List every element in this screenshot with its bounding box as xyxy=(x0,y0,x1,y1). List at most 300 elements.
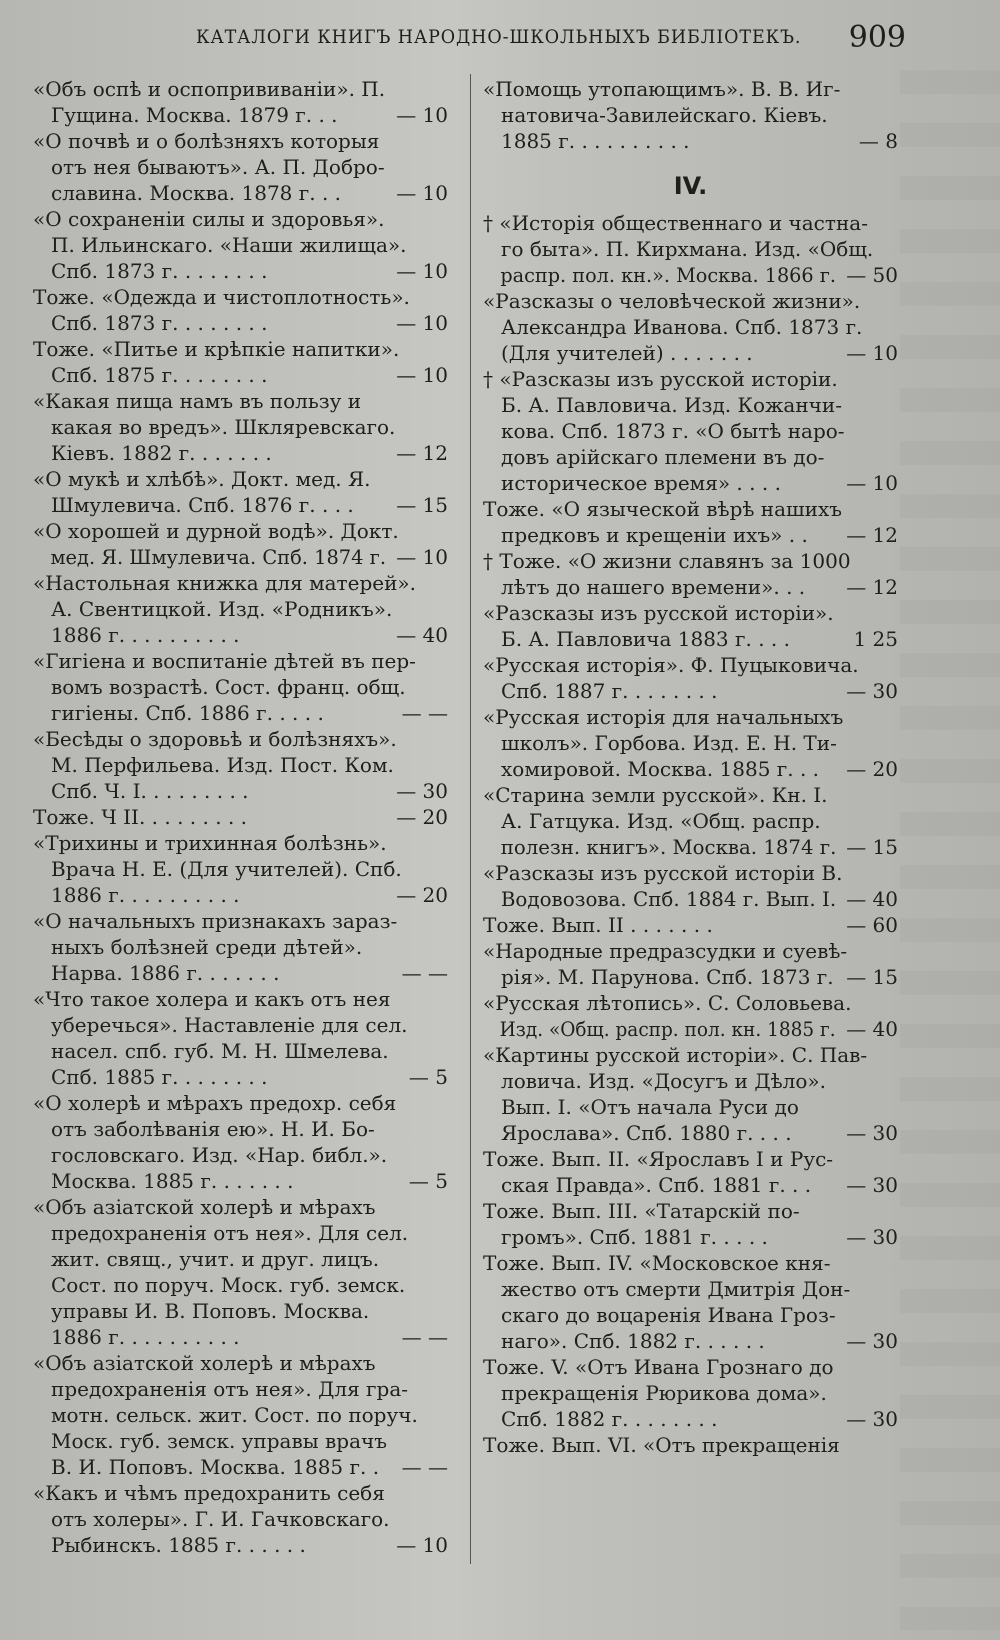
entry-line xyxy=(33,414,448,440)
catalog-entry xyxy=(33,284,448,336)
entry-text: (Для учителей) . . . . . . . xyxy=(501,341,753,365)
entry-line xyxy=(33,908,448,934)
entry-text: распр. пол. кн.». Москва. 1866 г. xyxy=(500,263,836,287)
entry-text: Нарва. 1886 г. . . . . . . xyxy=(51,961,280,985)
entry-line xyxy=(33,830,448,856)
entry-line xyxy=(483,1380,898,1406)
entry-line xyxy=(33,180,448,206)
entry-line xyxy=(483,522,898,548)
catalog-entry xyxy=(483,1432,898,1458)
catalog-entry xyxy=(33,804,448,830)
entry-line xyxy=(483,886,898,912)
entry-text: «Старина земли русской». Кн. I. xyxy=(483,783,828,807)
entry-price: — 10 xyxy=(396,311,448,335)
entry-line xyxy=(483,366,898,392)
catalog-entry xyxy=(33,466,448,518)
entry-text: † Тоже. «О жизни славянъ за 1000 xyxy=(483,549,851,573)
entry-text: рія». М. Парунова. Спб. 1873 г. xyxy=(501,965,834,989)
entry-line xyxy=(483,418,898,444)
entry-line xyxy=(33,544,448,570)
catalog-entry xyxy=(33,76,448,128)
entry-text: «Какая пища намъ въ пользу и xyxy=(33,389,362,413)
catalog-entry xyxy=(33,908,448,986)
section-heading: IV. xyxy=(673,172,708,200)
entry-text: «Картины русской исторіи». С. Пав- xyxy=(483,1043,868,1067)
entry-text: М. Перфильева. Изд. Пост. Ком. xyxy=(51,753,394,777)
entry-text: «Разсказы изъ русской исторіи». xyxy=(483,601,834,625)
entry-text: насел. спб. губ. М. Н. Шмелева. xyxy=(51,1039,389,1063)
entry-price: — 10 xyxy=(396,1533,448,1557)
entry-price: — 10 xyxy=(396,103,448,127)
entry-line xyxy=(483,1354,898,1380)
right-column xyxy=(483,76,898,1458)
entry-price: — 30 xyxy=(846,679,898,703)
entry-line xyxy=(33,570,448,596)
entry-line xyxy=(483,912,898,938)
entry-line xyxy=(33,752,448,778)
entry-price: — 30 xyxy=(846,1329,898,1353)
entry-price: — 10 xyxy=(396,259,448,283)
entry-line xyxy=(33,388,448,414)
entry-price: — — xyxy=(401,961,448,985)
entry-text: жит. свящ., учит. и друг. лицъ. xyxy=(51,1247,380,1271)
catalog-entry xyxy=(483,1042,898,1146)
entry-line xyxy=(33,1064,448,1090)
entry-line xyxy=(33,518,448,544)
right-column-top xyxy=(483,76,898,154)
entry-text: громъ». Спб. 1881 г. . . . . xyxy=(501,1225,768,1249)
entry-price: — 15 xyxy=(396,493,448,517)
entry-text: Гущина. Москва. 1879 г. . . xyxy=(51,103,338,127)
entry-line xyxy=(483,678,898,704)
entry-price: — — xyxy=(401,1325,448,1349)
entry-text: ловича. Изд. «Досугъ и Дѣло». xyxy=(501,1069,826,1093)
entry-line xyxy=(483,288,898,314)
entry-text: школъ». Горбова. Изд. Е. Н. Ти- xyxy=(501,731,837,755)
catalog-entry xyxy=(483,990,898,1042)
entry-text: 1886 г. . . . . . . . . . xyxy=(51,623,240,647)
entry-line xyxy=(483,834,898,860)
entry-line xyxy=(483,756,898,782)
entry-price: — — xyxy=(401,1455,448,1479)
entry-line xyxy=(33,1402,448,1428)
entry-line xyxy=(483,938,898,964)
entry-price: — 60 xyxy=(846,913,898,937)
entry-text: Москва. 1885 г. . . . . . . xyxy=(51,1169,294,1193)
catalog-entry xyxy=(483,288,898,366)
entry-text: Тоже. Вып. II . . . . . . . xyxy=(483,913,713,937)
catalog-entry xyxy=(483,548,898,600)
entry-text: Тоже. «О языческой вѣрѣ нашихъ xyxy=(483,497,842,521)
entry-price: — 15 xyxy=(846,835,898,859)
page-header xyxy=(36,18,906,58)
entry-text: уберечься». Наставленіе для сел. xyxy=(51,1013,408,1037)
catalog-entry xyxy=(483,1354,898,1432)
entry-text: лѣтъ до нашего времени». . . xyxy=(501,575,806,599)
entry-line xyxy=(33,440,448,466)
catalog-entry xyxy=(33,336,448,388)
entry-text: скаго до воцаренія Ивана Гроз- xyxy=(501,1303,836,1327)
entry-text: «О начальныхъ признакахъ зараз- xyxy=(33,909,398,933)
entry-text: Спб. 1873 г. . . . . . . . xyxy=(51,311,268,335)
entry-text: «Бесѣды о здоровьѣ и болѣзняхъ». xyxy=(33,727,397,751)
entry-line xyxy=(483,102,898,128)
entry-price: — 10 xyxy=(396,363,448,387)
entry-line xyxy=(483,262,898,288)
catalog-entry xyxy=(33,1194,448,1350)
entry-text: Спб. 1882 г. . . . . . . . xyxy=(501,1407,718,1431)
entry-line xyxy=(483,574,898,600)
entry-text: Шмулевича. Спб. 1876 г. . . . xyxy=(51,493,354,517)
entry-text: ныхъ болѣзней среди дѣтей». xyxy=(51,935,363,959)
entry-price: — 30 xyxy=(846,1121,898,1145)
entry-text: † «Разсказы изъ русской исторіи. xyxy=(483,367,838,391)
entry-text: «Объ оспѣ и оспопрививаніи». П. xyxy=(33,77,386,101)
running-title: КАТАЛОГИ КНИГЪ НАРОДНО-ШКОЛЬНЫХЪ БИБЛІОТЕКЪ. xyxy=(196,26,802,48)
catalog-entry xyxy=(483,704,898,782)
entry-line xyxy=(483,1068,898,1094)
entry-text: кова. Спб. 1873 г. «О бытѣ наро- xyxy=(501,419,845,443)
entry-text: В. И. Поповъ. Москва. 1885 г. . xyxy=(51,1455,380,1479)
entry-price: — 10 xyxy=(396,181,448,205)
entry-line xyxy=(33,362,448,388)
entry-text: 1886 г. . . . . . . . . . xyxy=(51,883,240,907)
entry-line xyxy=(33,1220,448,1246)
entry-line xyxy=(483,444,898,470)
entry-text: 1885 г. . . . . . . . . . xyxy=(501,129,690,153)
catalog-entry xyxy=(33,726,448,804)
entry-line xyxy=(33,1116,448,1142)
catalog-entry xyxy=(33,1480,448,1558)
entry-line xyxy=(33,1428,448,1454)
entry-price: — 40 xyxy=(396,623,448,647)
entry-text: «Помощь утопающимъ». В. В. Иг- xyxy=(483,77,841,101)
entry-text: «О мукѣ и хлѣбѣ». Докт. мед. Я. xyxy=(33,467,371,491)
entry-text: А. Свентицкой. Изд. «Родникъ». xyxy=(51,597,393,621)
entry-text: Кіевъ. 1882 г. . . . . . . xyxy=(51,441,272,465)
entry-text: «Трихины и трихинная болѣзнь». xyxy=(33,831,387,855)
entry-text: Тоже. Вып. II. «Ярославъ I и Рус- xyxy=(483,1147,834,1171)
catalog-entry xyxy=(483,210,898,288)
entry-text: славина. Москва. 1878 г. . . xyxy=(51,181,342,205)
entry-line xyxy=(33,960,448,986)
entry-line xyxy=(483,392,898,418)
entry-line xyxy=(33,934,448,960)
entry-text: Спб. 1887 г. . . . . . . . xyxy=(501,679,718,703)
entry-line xyxy=(33,1142,448,1168)
entry-line xyxy=(483,626,898,652)
entry-line xyxy=(483,340,898,366)
entry-text: П. Ильинскаго. «Наши жилища». xyxy=(51,233,407,257)
entry-text: какая во вредъ». Шкляревскаго. xyxy=(51,415,396,439)
entry-line xyxy=(33,492,448,518)
catalog-entry xyxy=(483,860,898,912)
catalog-entry xyxy=(33,986,448,1090)
entry-line xyxy=(33,232,448,258)
catalog-entry xyxy=(483,1250,898,1354)
entry-line xyxy=(33,804,448,830)
facing-page-bleed xyxy=(900,70,1000,1630)
catalog-entry xyxy=(483,652,898,704)
entry-text: мед. Я. Шмулевича. Спб. 1874 г. xyxy=(50,545,387,569)
entry-line xyxy=(33,466,448,492)
entry-price: — 50 xyxy=(846,263,898,287)
entry-price: — 30 xyxy=(846,1225,898,1249)
entry-line xyxy=(33,1506,448,1532)
entry-line xyxy=(33,1376,448,1402)
entry-line xyxy=(33,1480,448,1506)
entry-line xyxy=(483,1016,898,1042)
entry-line xyxy=(33,1090,448,1116)
entry-text: «О холерѣ и мѣрахъ предохр. себя xyxy=(33,1091,397,1115)
entry-text: «Настольная книжка для матерей». xyxy=(33,571,417,595)
entry-line xyxy=(483,210,898,236)
entry-text: † «Исторія общественнаго и частна- xyxy=(483,211,868,235)
entry-text: ская Правда». Спб. 1881 г. . . xyxy=(501,1173,812,1197)
entry-text: Тоже. Вып. IV. «Московское кня- xyxy=(483,1251,831,1275)
catalog-entry xyxy=(483,1198,898,1250)
entry-text: «Объ азіатской холерѣ и мѣрахъ xyxy=(33,1351,376,1375)
entry-line xyxy=(33,258,448,284)
entry-line xyxy=(483,652,898,678)
entry-price: — — xyxy=(401,701,448,725)
entry-price: — 30 xyxy=(396,779,448,803)
entry-line xyxy=(483,1250,898,1276)
entry-line xyxy=(33,986,448,1012)
entry-text: «Народные предразсудки и суевѣ- xyxy=(483,939,848,963)
entry-text: 1886 г. . . . . . . . . . xyxy=(51,1325,240,1349)
entry-price: — 20 xyxy=(396,805,448,829)
entry-line xyxy=(33,648,448,674)
entry-text: Тоже. Ч II. . . . . . . . . xyxy=(33,805,248,829)
entry-line xyxy=(33,1454,448,1480)
entry-line xyxy=(33,882,448,908)
entry-line xyxy=(483,128,898,154)
entry-text: Тоже. «Одежда и чистоплотность». xyxy=(33,285,410,309)
entry-line xyxy=(33,726,448,752)
catalog-entry xyxy=(33,206,448,284)
entry-line xyxy=(483,470,898,496)
catalog-entry xyxy=(483,938,898,990)
catalog-entry xyxy=(483,782,898,860)
entry-text: гигіены. Спб. 1886 г. . . . . xyxy=(51,701,324,725)
entry-text: Спб. 1875 г. . . . . . . . xyxy=(51,363,268,387)
entry-line xyxy=(483,1432,898,1458)
entry-line xyxy=(483,1042,898,1068)
entry-text: отъ заболѣванія ею». Н. И. Бо- xyxy=(51,1117,375,1141)
entry-line xyxy=(33,76,448,102)
entry-text: Спб. 1885 г. . . . . . . . xyxy=(51,1065,268,1089)
entry-text: историческое время» . . . . xyxy=(501,471,781,495)
entry-text: «Объ азіатской холерѣ и мѣрахъ xyxy=(33,1195,376,1219)
entry-text: полезн. книгъ». Москва. 1874 г. xyxy=(500,835,837,859)
entry-line xyxy=(483,1094,898,1120)
entry-text: натовича-Завилейскаго. Кіевъ. xyxy=(501,103,828,127)
entry-line xyxy=(33,102,448,128)
entry-text: Врача Н. Е. (Для учителей). Спб. xyxy=(51,857,402,881)
entry-text: «Что такое холера и какъ отъ нея xyxy=(33,987,391,1011)
entry-line xyxy=(33,1168,448,1194)
entry-line xyxy=(33,1038,448,1064)
entry-text: «О почвѣ и о болѣзняхъ которыя xyxy=(33,129,380,153)
entry-line xyxy=(483,704,898,730)
entry-text: Моск. губ. земск. управы врачъ xyxy=(51,1429,387,1453)
entry-price: — 12 xyxy=(396,441,448,465)
entry-line xyxy=(33,1532,448,1558)
entry-line xyxy=(483,860,898,886)
entry-line xyxy=(483,314,898,340)
entry-line xyxy=(33,154,448,180)
entry-line xyxy=(483,1328,898,1354)
entry-text: «О сохраненіи силы и здоровья». xyxy=(33,207,385,231)
entry-price: 1 25 xyxy=(853,627,898,651)
entry-line xyxy=(33,336,448,362)
entry-line xyxy=(33,1012,448,1038)
catalog-entry xyxy=(483,600,898,652)
entry-line xyxy=(483,548,898,574)
left-column xyxy=(33,76,448,1558)
entry-line xyxy=(33,674,448,700)
entry-line xyxy=(483,782,898,808)
entry-line xyxy=(483,76,898,102)
entry-text: Александра Иванова. Спб. 1873 г. xyxy=(501,315,863,339)
catalog-entry xyxy=(33,128,448,206)
entry-line xyxy=(33,700,448,726)
entry-text: отъ нея бываютъ». А. П. Добро- xyxy=(51,155,385,179)
right-column-entries xyxy=(483,210,898,1458)
catalog-entry xyxy=(483,1146,898,1198)
entry-price: — 40 xyxy=(846,887,898,911)
entry-price: — 12 xyxy=(846,523,898,547)
entry-price: — 10 xyxy=(846,471,898,495)
entry-text: наго». Спб. 1882 г. . . . . . xyxy=(501,1329,765,1353)
entry-line xyxy=(33,1272,448,1298)
entry-line xyxy=(33,1324,448,1350)
entry-line xyxy=(483,1172,898,1198)
entry-text: «Разсказы изъ русской исторіи В. xyxy=(483,861,843,885)
entry-price: — 40 xyxy=(846,1017,898,1041)
entry-text: управы И. В. Поповъ. Москва. xyxy=(51,1299,370,1323)
entry-line xyxy=(483,1406,898,1432)
catalog-entry xyxy=(33,1350,448,1480)
entry-line xyxy=(483,236,898,262)
entry-text: «Разсказы о человѣческой жизни». xyxy=(483,289,861,313)
entry-price: — 10 xyxy=(846,341,898,365)
entry-line xyxy=(483,964,898,990)
entry-text: вомъ возрастѣ. Сост. франц. общ. xyxy=(51,675,406,699)
entry-price: — 30 xyxy=(846,1407,898,1431)
catalog-entry xyxy=(33,1090,448,1194)
entry-line xyxy=(33,1194,448,1220)
entry-line xyxy=(33,284,448,310)
entry-text: довъ арійскаго племени въ до- xyxy=(501,445,825,469)
entry-text: Вып. I. «Отъ начала Руси до xyxy=(501,1095,799,1119)
catalog-entry xyxy=(33,518,448,570)
catalog-entry xyxy=(483,496,898,548)
entry-line xyxy=(33,856,448,882)
entry-text: предохраненія отъ нея». Для сел. xyxy=(51,1221,409,1245)
entry-text: го быта». П. Кирхмана. Изд. «Общ. xyxy=(501,237,874,261)
entry-text: «Какъ и чѣмъ предохранить себя xyxy=(33,1481,385,1505)
entry-text: Тоже. V. «Отъ Ивана Грознаго до xyxy=(483,1355,834,1379)
entry-price: — 5 xyxy=(408,1169,448,1193)
entry-line xyxy=(33,128,448,154)
entry-line xyxy=(483,808,898,834)
entry-text: Спб. 1873 г. . . . . . . . xyxy=(51,259,268,283)
entry-line xyxy=(33,206,448,232)
entry-price: — 8 xyxy=(858,129,898,153)
catalog-entry xyxy=(33,648,448,726)
entry-line xyxy=(33,778,448,804)
entry-line xyxy=(483,600,898,626)
entry-text: «Русская исторія для начальныхъ xyxy=(483,705,844,729)
entry-line xyxy=(483,1198,898,1224)
entry-line xyxy=(33,1298,448,1324)
entry-line xyxy=(483,1302,898,1328)
entry-line xyxy=(483,1146,898,1172)
entry-text: Водовозова. Спб. 1884 г. Вып. I. xyxy=(500,887,837,911)
entry-text: прекращенія Рюрикова дома». xyxy=(501,1381,827,1405)
entry-line xyxy=(33,596,448,622)
entry-line xyxy=(483,730,898,756)
entry-text: хомировой. Москва. 1885 г. . . xyxy=(501,757,820,781)
entry-price: — 12 xyxy=(846,575,898,599)
entry-text: «Гигіена и воспитаніе дѣтей въ пер- xyxy=(33,649,416,673)
entry-price: — 10 xyxy=(396,545,448,569)
entry-text: предохраненія отъ нея». Для гра- xyxy=(51,1377,409,1401)
entry-text: Ярослава». Спб. 1880 г. . . . xyxy=(501,1121,792,1145)
catalog-entry xyxy=(483,366,898,496)
entry-text: гословскаго. Изд. «Нар. библ.». xyxy=(51,1143,388,1167)
entry-line xyxy=(483,1224,898,1250)
catalog-entry xyxy=(33,570,448,648)
column-divider xyxy=(470,74,471,1564)
catalog-entry xyxy=(483,76,898,154)
entry-price: — 30 xyxy=(846,1173,898,1197)
entry-text: жество отъ смерти Дмитрія Дон- xyxy=(501,1277,851,1301)
entry-line xyxy=(483,990,898,1016)
entry-text: А. Гатцука. Изд. «Общ. распр. xyxy=(501,809,821,833)
entry-text: предковъ и крещеніи ихъ» . . xyxy=(501,523,808,547)
entry-line xyxy=(33,310,448,336)
entry-line xyxy=(33,1350,448,1376)
entry-text: Рыбинскъ. 1885 г. . . . . . xyxy=(51,1533,306,1557)
entry-text: Б. А. Павловича 1883 г. . . . xyxy=(501,627,790,651)
entry-line xyxy=(483,496,898,522)
entry-text: «Русская лѣтопись». С. Соловьева. xyxy=(483,991,852,1015)
entry-text: Тоже. «Питье и крѣпкіе напитки». xyxy=(33,337,400,361)
catalog-entry xyxy=(33,388,448,466)
entry-text: мотн. сельск. жит. Сост. по поруч. xyxy=(51,1403,418,1427)
entry-price: — 5 xyxy=(408,1065,448,1089)
entry-text: Тоже. Вып. III. «Татарскій по- xyxy=(483,1199,800,1223)
entry-price: — 20 xyxy=(396,883,448,907)
entry-text: Сост. по поруч. Моск. губ. земск. xyxy=(51,1273,406,1297)
catalog-entry xyxy=(33,830,448,908)
entry-price: — 20 xyxy=(846,757,898,781)
entry-line xyxy=(483,1120,898,1146)
catalog-entry xyxy=(483,912,898,938)
entry-text: «О хорошей и дурной водѣ». Докт. xyxy=(33,519,399,543)
entry-text: Изд. «Общ. распр. пол. кн. 1885 г. xyxy=(499,1017,836,1041)
entry-line xyxy=(33,622,448,648)
entry-text: Б. А. Павловича. Изд. Кожанчи- xyxy=(501,393,842,417)
entry-text: «Русская исторія». Ф. Пуцыковича. xyxy=(483,653,859,677)
entry-text: отъ холеры». Г. И. Гачковскаго. xyxy=(51,1507,390,1531)
entry-price: — 15 xyxy=(846,965,898,989)
entry-text: Спб. Ч. I. . . . . . . . . xyxy=(51,779,249,803)
entry-line xyxy=(483,1276,898,1302)
